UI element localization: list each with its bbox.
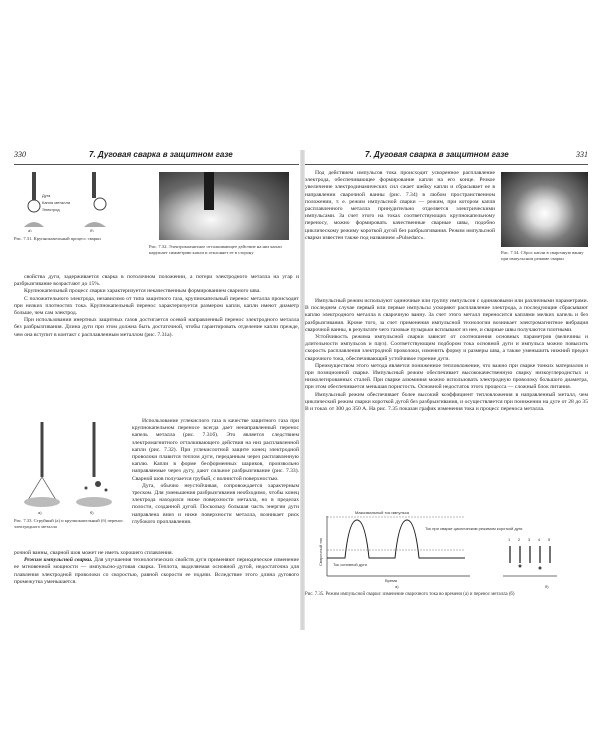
tick-label: 4 xyxy=(538,537,541,542)
drop-label: Капля металла xyxy=(42,200,71,205)
x-axis-label: Время xyxy=(385,578,398,583)
figure-7-34 xyxy=(501,172,588,292)
paragraph: Режим импульсной сварки. Для улучшения технологических свойств дуги применяют периодическое изменение ее мгновенной мощности — импульсно-дуговая сварка. Теплота, выделяемая основной дугой, недостаточна для плавления электродной проволоки со скоростью, равной скорости ее подачи. Вследствие этого длина дугового промежутка уменьшается. xyxy=(14,557,299,585)
paragraph: Под действием импульсов тока происходит ускоренное расплавление электрода, обеспечивающее формирование капли на его конце. Резкое увеличение электродинамических сил сжает шейку капли и сбрасывает ее в направлении сварочной ванны (рис. 7.34) в любом пространственном положении, т. е. режим импульсной сварки — режим, при котором капля расплавленного металла принудительно отделяется электрическими импульсами. За счет этого на токах соответствующих крупнокапельному переносу, можно формировать качественные сварные швы, подобно циклическому режиму короткой дугой без разбрызгивания. Режим импульсной сварки известен также под названием «Pulsedarc». xyxy=(305,170,495,241)
paragraph: свойства дуги, задерживается сварка в потолочном положении, а потери электродного металла на угар и разбрызгивание возрастают до 15%. xyxy=(14,274,299,288)
section-lead: Режим импульсной сварки. xyxy=(24,557,93,564)
text-block-side xyxy=(132,418,299,526)
fig-label-b: б) xyxy=(545,584,549,589)
transfer-diagram xyxy=(14,422,124,517)
paragraph: Импульсный режим обеспечивает более высокий коэффициент тепловложения в направленный металл, чем циклический режим сварки короткой дугой без разбрызгивания, и осуществляется при понижении на дуге от 28 до 35 В и токах от 300 до 350 А. На рис. 7.35 показан график изменения тока и процесс переноса металла. xyxy=(305,391,588,413)
electrode-label: Электрод xyxy=(42,207,60,212)
fig-label-a: а) xyxy=(395,584,399,589)
arc-photo xyxy=(159,172,289,240)
paragraph: Дуга, обычно неустойчивая, сопровождается характерным треском. Для уменьшения разбрызгивания необходимо, чтобы конец электрода находился ниже поверхности металла, но в пределах полости, созданной дугой. Поскольку большая часть энергии дуги направлена вниз и ниже поверхности металла, возникает риск глубокого проплавления. xyxy=(132,482,299,525)
tick-label: 5 xyxy=(548,537,551,542)
text-block-middle xyxy=(305,298,588,413)
paragraph: При использовании инертных защитных газов достигается осевой направленный перенос электродного металла без разбрызгивания. Длина дуги при этом должна быть достаточной, чтобы гарантировать отделение капли прежде, чем она вступит в контакт с расплавленным металлом (рис. 7.31а). xyxy=(14,317,299,338)
pulse-current-graph xyxy=(305,508,588,590)
text-block-lower xyxy=(14,550,299,586)
tick-label: 1 xyxy=(508,537,511,542)
figure-caption: Рис. 7.32. Электромагнитное отталкивающее действие на низ капли нарушает симметрию капли и отклоняет ее в сторону xyxy=(149,244,282,255)
arc-label: Дуга xyxy=(42,193,51,198)
figure-caption: Рис. 7.34. Сброс капли в сварочную ванну при импульсном режиме сварки xyxy=(501,250,584,261)
page-number: 330 xyxy=(14,150,26,159)
page-header xyxy=(14,150,299,165)
short-arc-current-label: Ток при сварке циклическим режимом короткой дуги xyxy=(425,526,523,531)
base-current-label: Ток основной дуги xyxy=(333,562,367,567)
paragraph: Устойчивость режима импульсной сварки зависит от соотношения основных параметров (величины и длительности импульсов и пауз). Соответствующим подбором тока основной дуги и импульса можно повысить скорость расплавления электродной проволоки, изменить форму и размеры шва, а также уменьшить нижний предел сварочного тока, обеспечивающий устойчивое горение дуги. xyxy=(305,334,588,362)
paragraph: Крупнокапельный процесс сварки характеризуется некачественным формированием сварного шва. xyxy=(24,288,261,295)
fig-label-a: а) xyxy=(28,228,32,232)
fig-label-b: б) xyxy=(90,228,94,232)
paragraph: рочной ванны, сварной шов может не иметь хорошего сплавления. xyxy=(14,550,173,556)
tick-label: 2 xyxy=(518,537,521,542)
electrode-drop-diagram xyxy=(14,172,134,232)
figure-7-33 xyxy=(14,422,124,542)
figure-7-35 xyxy=(305,508,588,628)
fig-label-a: а) xyxy=(38,510,42,515)
tick-label: 3 xyxy=(528,537,531,542)
text-block-upper xyxy=(14,274,299,339)
transfer-sequence xyxy=(503,537,557,589)
fig-label-b: б) xyxy=(90,510,94,515)
paragraph: Импульсный режим используют одиночные или группу импульсов с одинаковыми или различными параметрами. В последнем случае первый или первые импульсы ускоряют расплавление электрода, а последующие сбрасывают каплю электродного металла в сварочную ванну. За счет этого металл переносится каплями мелких капель и без разбрызгивания. Кроме того, за счет применения импульсной технологии возникает электромагнитное вибрация сварочной ванны, в результате чего газовые пузырьки всплывают из нее, и сварные швы получаются плотными. xyxy=(305,298,588,333)
y-axis-label: Сварочный ток xyxy=(318,538,323,566)
drop-photo xyxy=(501,172,588,247)
figure-caption: Рис. 7.33. Струйный (а) и крупнокапельный (б) перенос электродного металла xyxy=(14,518,124,529)
figure-7-32 xyxy=(149,172,299,272)
paragraph: Преимуществом этого метода является пониженное тепловложение, что важно при сварке тонких материалов и при позиционной сварке. Импульсный режим обеспечивает высококачественную сварку низкоуглеродистых и низколегированных сталей. При сварке алюминия можно использовать электродную проволоку большого диаметра, при этом обеспечивается меньшая пористость. Основной недостаток этого процесса — сложный блок питания. xyxy=(305,362,588,391)
page-number: 331 xyxy=(576,150,588,159)
paragraph: С положительного электрода, независимо от типа защитного газа, крупнокапельный перенос металла происходит при низких плотностях тока. Крупнокапельный перенос характеризуется размером капли, капли имеют диаметр больше, чем сам электрод. xyxy=(14,295,299,317)
left-page xyxy=(14,150,299,630)
figure-caption: Рис. 7.35. Режим импульсной сварки: изменение сварочного тока во времени (а) и перенос металла (б) xyxy=(305,592,515,597)
figure-caption: Рис. 7.31. Крупнокапельный процесс сварки xyxy=(14,236,101,241)
text-block-top xyxy=(305,170,495,242)
page-header xyxy=(305,150,588,165)
chapter-title: 7. Дуговая сварка в защитном газе xyxy=(89,150,233,159)
figure-7-31 xyxy=(14,172,134,254)
peak-current-label: Максимальный ток импульса xyxy=(355,510,410,515)
paragraph: Использование углекислого газа в качестве защитного газа при крупнокапельном переносе всегда дает ненаправленный перенос капель металла (рис. 7.31б). Это является следствием электромагнитного отталкивающего действия на низ расплавленной капли (рис. 7.32). При углекислотной защите конец электродной проволоки плавится теплом дуги, переданным через расплавленную каплю. Капли в форме бесформенных шариков, произвольно направляемые через дугу, дают сильное разбрызгивание (рис. 7.33). Сварной шов получается грубый, с волнистой поверхностью. xyxy=(132,418,299,482)
chapter-title: 7. Дуговая сварка в защитном газе xyxy=(365,150,509,159)
right-page xyxy=(305,150,588,630)
